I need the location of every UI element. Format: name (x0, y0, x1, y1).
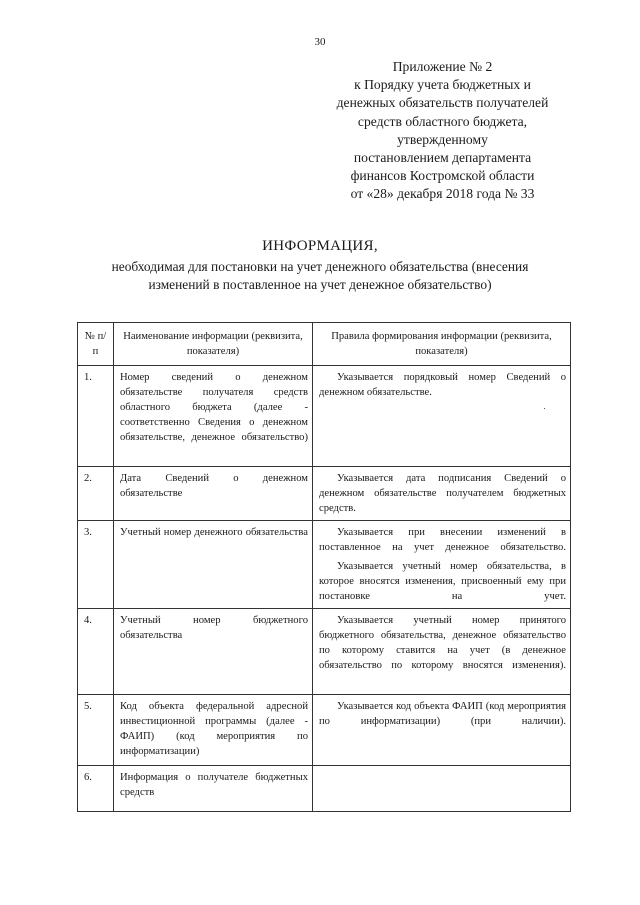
row-name: Учетный номер бюджетного обязательства (114, 609, 313, 695)
row-rule-empty (313, 766, 571, 812)
row-rule (313, 609, 571, 695)
row-number: 4. (78, 609, 114, 695)
row-name: Дата Сведений о денежном обязательстве (114, 467, 313, 521)
row-name: Код объекта федеральной адресной инвестиционной программы (далее - ФАИП) (код мероприятия по информатизации) (114, 695, 313, 766)
appendix-line: Приложение № 2 (392, 59, 493, 74)
table-row (78, 366, 571, 467)
table-row (78, 766, 571, 812)
rule-paragraph: Указывается дата подписания Сведений о денежном обязательстве получателем бюджетных средств. (319, 473, 566, 514)
rule-paragraph: Указывается порядковый номер Сведений о денежном обязательстве. (319, 372, 566, 398)
row-number: 3. (78, 521, 114, 609)
header-num: № п/п (78, 323, 114, 366)
appendix-line: денежных обязательств получателей (336, 95, 549, 111)
subtitle-line: изменений в поставленное на учет денежное обязательство) (148, 276, 492, 292)
page-number: 30 (314, 36, 326, 48)
appendix-line: средств областного бюджета, (357, 113, 528, 129)
appendix-line: финансов Костромской области (350, 168, 535, 184)
rule-paragraph: Указывается учетный номер принятого бюджетного обязательства, денежное обязательство по которому ставится на учет (в денежное обязательство по которому вносятся изменения). (319, 615, 566, 671)
document-subtitle (40, 258, 600, 293)
header-name: Наименование информации (реквизита, показателя) (114, 323, 313, 366)
subtitle-line: необходимая для постановки на учет денежного обязательства (внесения (111, 259, 529, 274)
row-name: Номер сведений о денежном обязательстве получателя средств областного бюджета (далее - соответственно Сведения о денежном обязательстве, денежное обязательство) (114, 366, 313, 467)
row-number: 2. (78, 467, 114, 521)
row-rule (313, 521, 571, 609)
appendix-line: утвержденному (397, 131, 488, 147)
appendix-line: от «28» декабря 2018 года № 33 (350, 186, 535, 202)
row-rule (313, 695, 571, 766)
header-rule: Правила формирования информации (реквизита, показателя) (313, 323, 571, 366)
information-table (77, 322, 571, 812)
row-rule (313, 366, 571, 467)
row-rule (313, 467, 571, 521)
row-number: 6. (78, 766, 114, 812)
row-number: 5. (78, 695, 114, 766)
row-number: 1. (78, 366, 114, 467)
row-name: Информация о получателе бюджетных средств (114, 766, 313, 812)
rule-paragraph: Указывается учетный номер обязательства, в которое вносятся изменения, присвоенный ему при постановке на учет. (319, 561, 566, 602)
appendix-header (300, 58, 585, 204)
table-row (78, 467, 571, 521)
rule-paragraph: Указывается при внесении изменений в поставленное на учет денежное обязательство. (319, 527, 566, 553)
rule-paragraph: Указывается код объекта ФАИП (код мероприятия по информатизации) (при наличии). (319, 701, 566, 727)
document-title: ИНФОРМАЦИЯ, (262, 238, 378, 254)
table-header-row (78, 323, 571, 366)
table-row (78, 695, 571, 766)
table-row (78, 609, 571, 695)
appendix-line: постановлением департамента (353, 150, 532, 166)
table-row (78, 521, 571, 609)
appendix-line: к Порядку учета бюджетных и (354, 77, 531, 93)
row-name: Учетный номер денежного обязательства (114, 521, 313, 609)
